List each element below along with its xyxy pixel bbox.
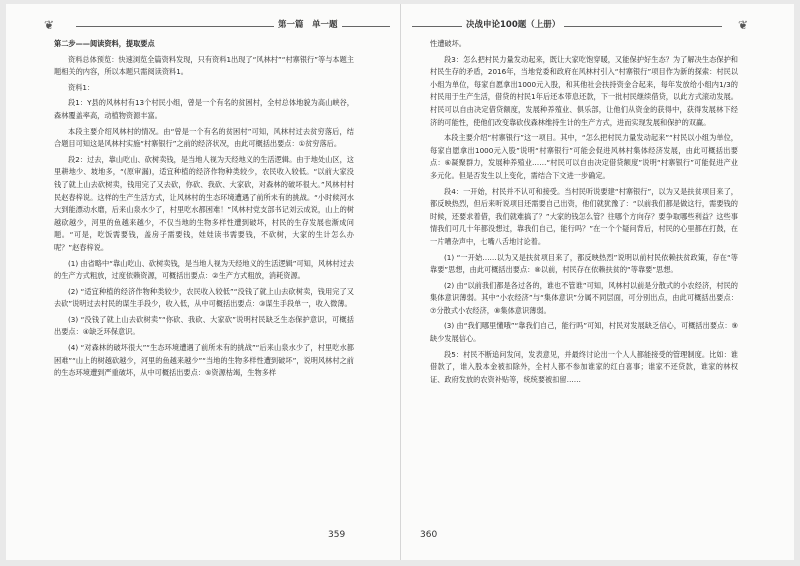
analysis-item: (1) “一开始……以为又是扶贫项目来了，都反映热烈”说明以前村民依赖扶贫政策，存在“等靠要”思想，由此可概括出要点：⑧以前，村民存在依赖扶贫的“等靠要”思想。 — [430, 252, 738, 275]
analysis-item: (3) “没钱了就上山去砍树卖”“你砍、我砍、大家砍”说明村民缺乏生态保护意识，可概括出要点：④缺乏环保意识。 — [54, 314, 354, 337]
overview-paragraph: 资料总体预览：快速浏览全篇资料发现，只有资料1出现了“风林村”“村寨银行”等与本题主题相关的内容，所以本题只需阅读资料1。 — [54, 54, 354, 77]
left-page-number: 359 — [328, 530, 346, 540]
analysis-item: (3) 由“我们哪里懂哦”“靠我们自己，能行吗”可知，村民对发展缺乏信心，可概括出要点：⑨缺少发展信心。 — [430, 321, 738, 344]
right-header-title: 决战申论100题（上册） — [462, 18, 564, 30]
material-label: 资料1： — [68, 82, 95, 92]
paragraph-1-note: 本段主要介绍风林村的情况。由“曾是一个有名的贫困村”可知，风林村过去贫穷落后，结合题目可知这是风林村实施“村寨银行”之前的经济状况，由此可概括出要点：①贫穷落后。 — [54, 126, 354, 149]
left-page-body — [54, 38, 354, 383]
analysis-item: (4) “对森林的破坏很大”“生态环境遭遇了前所未有的挑战”“后来山泉水少了，村里吃水都困难”“山上的树越砍越少，河里的鱼越来越少”“当地的生物多样性遭到破坏”，说明风林村之前的生态环境遭到严重破坏，从中可概括出要点：⑤资源枯竭，生物多样 — [54, 343, 354, 378]
right-page-number: 360 — [420, 530, 438, 540]
section-title: 第二步——阅读资料，提取要点 — [54, 39, 155, 48]
right-page-header — [400, 16, 794, 34]
paragraph-5: 段5：村民不断追问发问，发表意见，并最终讨论出一个人人都能接受的管理制度。比如：谁借款了，谁入股本金被扣除外，全村人都不参加谁家的红白喜事；谁家不还贷款，谁家的林权证、政府发放的农资补贴等，统统要被扣留…… — [430, 349, 738, 384]
analysis-item: (2) 由“以前我们都是各过各的，谁也不管谁”可知，风林村以前是分散式的小农经济，村民的集体意识薄弱。其中“小农经济”与“集体意识”分属不同层面，可分别出点，由此可概括出要点：⑦分散式小农经济，⑧集体意识薄弱。 — [430, 280, 738, 315]
analysis-item: (2) “适宜种植的经济作物种类较少，农民收入较低”“没钱了就上山去砍树卖，钱用完了又去砍”说明过去村民的谋生手段少，收入低，从中可概括出要点：③谋生手段单一，收入微薄。 — [54, 286, 354, 309]
left-header-title: 第一篇 单一题 — [274, 18, 342, 30]
paragraph-3: 段3：怎么把村民力量发动起来，既让大家吃饱穿暖，又能保护好生态？为了解决生态保护和村民生存的矛盾，2016年，当地党委和政府在风林村引入“村寨银行”项目作为新的探索：村民以小组为单位，每家自愿拿出1000元入股，和其他社会扶持资金合起来，每年发放给小组内1/3的村民用于生产生活，借贷的村民1年后还本带息还款，下一批村民继续借贷，以此方式滚动发展。村民可以自由决定借贷额度，发展种养殖业、俱乐部，让他们从资金的获得中，获得发展林下经济的可能性，使他们改变靠砍伐森林维持生计的生产方式，进而实现发展和保护的双赢。 — [430, 54, 738, 127]
paragraph-4: 段4：一开始，村民并不认可和接受。当村民听说要建“村寨银行”，以为又是扶贫项目来了，都反映热烈，但后来听说项目还需要自己出资，他们就犹豫了：“以前我们都是做这行，需要钱的时候，还要求着借，我们就难搞了？”大家的钱怎么管？往哪个方向存？要争取哪些利益？这些事情我们可几十年都没想过，靠我们自己，能行吗？”在一个个疑问背后，村民的心里都在打鼓，在一片嘈杂声中，七嘴八舌地讨论着。 — [430, 186, 738, 246]
paragraph-2: 段2：过去，靠山吃山、砍树卖钱，是当地人视为天经地义的生活逻辑。由于地处山区，这里耕地少、坡地多，“(原审漏)，适宜种植的经济作物种类较少，农民收入较低。“以前大家没钱了就上山去砍树卖，钱用完了又去砍，你砍、我砍、大家砍，对森林的破坏很大。”风林村村民赵春梓说。这样的生产生活方式，让风林村的生态环境遭遇了前所未有的挑战。“小时候河水大到能漂动水磨，后来山泉水少了，村里吃水都困难！”风林村党支部书记刘云成说，山上的树越砍越少，河里的鱼越来越少，不仅当地的生物多样性遭到破坏，村民的生存发展也渐成问题。“可是，吃饭需要钱，盖房子需要钱，娃娃读书需要钱，不砍树，大家的生计怎么办呢？”赵春梓说。 — [54, 154, 354, 252]
left-page-header — [6, 16, 400, 34]
page-gutter — [400, 4, 401, 560]
header-rule — [412, 26, 722, 27]
header-rule — [76, 26, 390, 27]
header-ornament-icon: ❦ — [738, 18, 749, 32]
header-ornament-icon: ❦ — [44, 18, 55, 32]
analysis-item: (1) 由省略中“靠山吃山、砍树卖钱，是当地人视为天经地义的生活逻辑”可知，风林村过去的生产方式粗放，过度依赖资源，可概括出要点：②生产方式粗放，消耗资源。 — [54, 258, 354, 281]
right-page-body — [430, 38, 738, 389]
continued-text: 性遭破坏。 — [430, 39, 466, 48]
paragraph-1: 段1：Y县的风林村有13个村民小组，曾是一个有名的贫困村，全村总体地貌为高山峡谷，森林覆盖率高，动植物资源丰富。 — [54, 98, 354, 120]
paragraph-3-note: 本段主要介绍“村寨银行”这一项目。其中，“怎么把村民力量发动起来”“村民以小组为单位，每家自愿拿出1000元入股”说明“村寨银行”可能会促进风林村集体经济发展，由此可概括出要点：⑥凝聚群力，发展种养殖业……“村民可以自由决定借贷额度”说明“村寨银行”可能促进产业多元化。但是否发生以上变化，需结合下文进一步确定。 — [430, 133, 738, 180]
